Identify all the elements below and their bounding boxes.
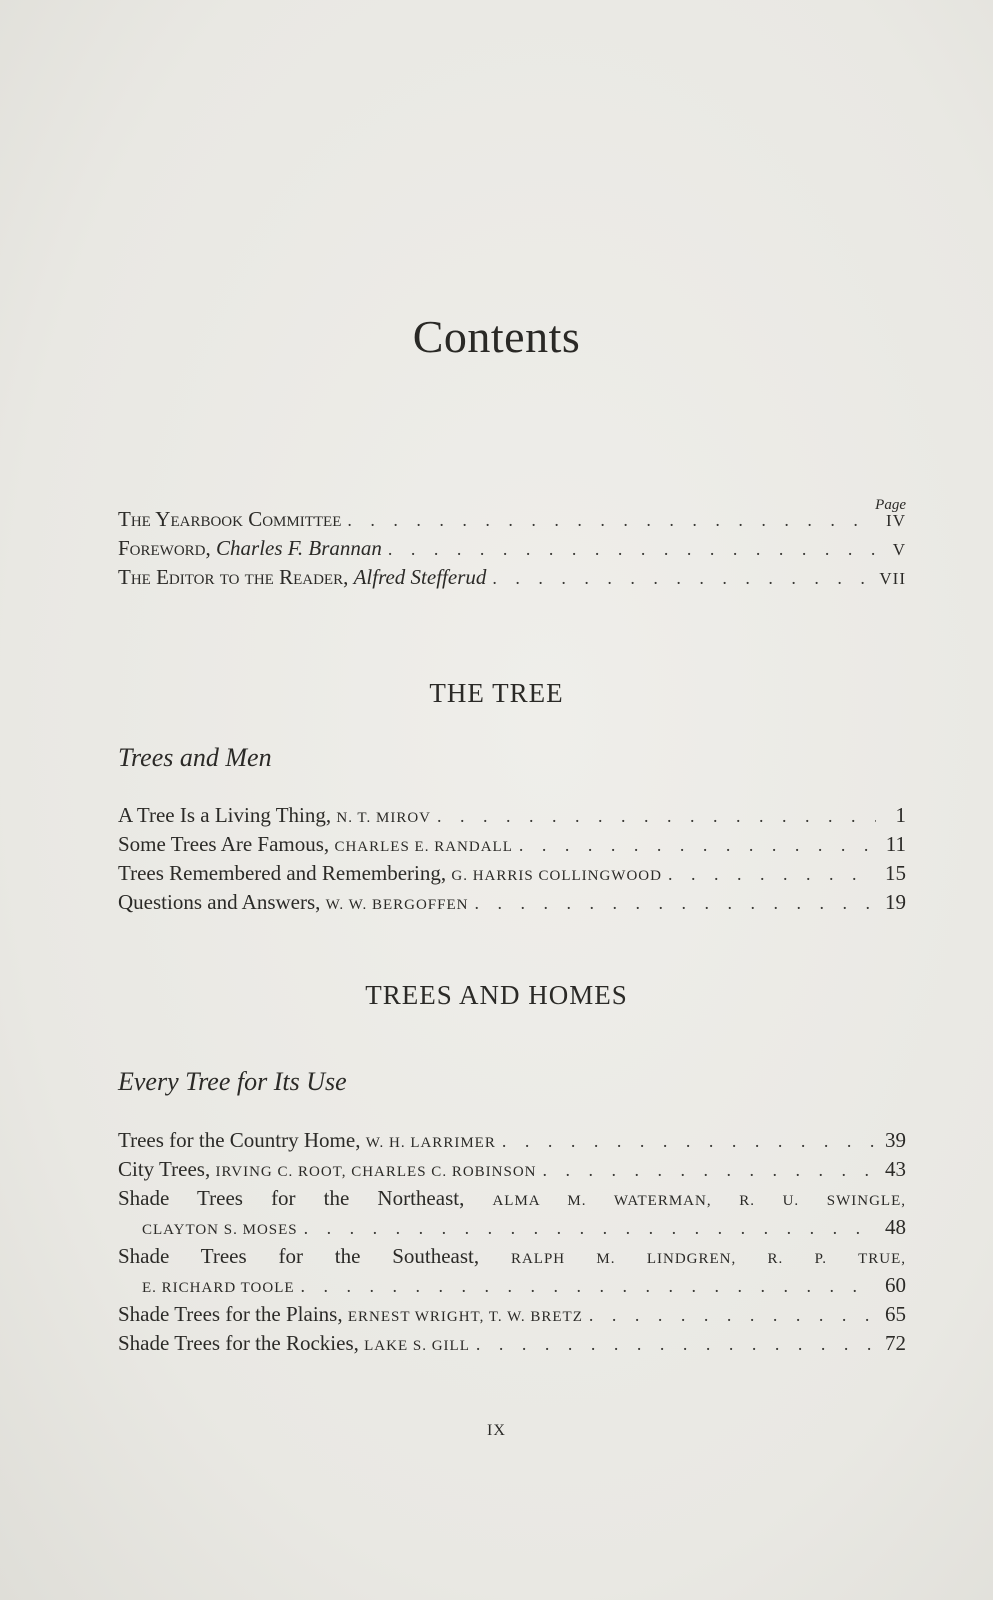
entry-page: V (892, 540, 906, 559)
entry-authors: CHARLES E. RANDALL (334, 839, 513, 855)
toc-entry (118, 888, 906, 917)
page-title: Contents (412, 311, 581, 362)
toc-entry (118, 830, 906, 859)
part-2-entries (118, 1126, 906, 1358)
entry-title: Some Trees Are Famous, (118, 832, 330, 856)
entry-title: Shade Trees for the Plains, (118, 1302, 343, 1326)
entry-page: IV (886, 511, 906, 530)
dot-leader (437, 802, 876, 831)
dot-leader (474, 889, 876, 918)
entry-title: Foreword, (118, 536, 211, 560)
toc-entry-line-2 (118, 1271, 906, 1300)
entry-authors: IRVING C. ROOT, CHARLES C. ROBINSON (215, 1164, 537, 1180)
dot-leader (519, 831, 876, 860)
entry-title: Trees for the Country Home, (118, 1128, 361, 1152)
toc-entry (118, 563, 906, 592)
dot-leader (388, 535, 876, 564)
entry-authors: G. HARRIS COLLINGWOOD (451, 868, 662, 884)
entry-authors-continued: E. RICHARD TOOLE (142, 1280, 295, 1296)
page-column-label: Page (875, 497, 906, 513)
entry-page: 39 (885, 1128, 906, 1152)
part-1-entries (118, 801, 906, 917)
dot-leader (668, 860, 876, 889)
entry-page: 72 (885, 1331, 906, 1355)
section-heading: Every Tree for Its Use (118, 1067, 347, 1096)
dot-leader (543, 1156, 877, 1185)
entry-title: Trees Remembered and Remembering, (118, 861, 447, 885)
entry-page: 11 (885, 832, 906, 856)
dot-leader (476, 1330, 876, 1359)
toc-entry (118, 1126, 906, 1155)
entry-title: The Editor to the Reader, (118, 565, 349, 589)
section-heading: Trees and Men (118, 743, 272, 772)
toc-entry (118, 859, 906, 888)
entry-author: Charles F. Brannan (216, 536, 382, 560)
entry-title: A Tree Is a Living Thing, (118, 803, 332, 827)
part-heading: TREES AND HOMES (365, 980, 628, 1010)
entry-page: 60 (885, 1273, 906, 1297)
toc-entry-line-1 (118, 1242, 906, 1271)
entry-authors: LAKE S. GILL (364, 1338, 470, 1354)
entry-authors-continued: CLAYTON S. MOSES (142, 1222, 298, 1238)
entry-title: Shade Trees for the Rockies, (118, 1331, 359, 1355)
dot-leader (301, 1272, 876, 1301)
entry-title: Questions and Answers, (118, 890, 321, 914)
toc-entry-line-1 (118, 1184, 906, 1213)
entry-authors: W. W. BERGOFFEN (325, 897, 469, 913)
dot-leader (347, 506, 876, 535)
entry-page: 48 (885, 1215, 906, 1239)
toc-entry-line-2 (118, 1213, 906, 1242)
toc-entry (118, 1329, 906, 1358)
entry-page: 43 (885, 1157, 906, 1181)
entry-authors: N. T. MIROV (336, 810, 431, 826)
toc-entry (118, 1155, 906, 1184)
dot-leader (502, 1127, 876, 1156)
dot-leader (304, 1214, 876, 1243)
entry-title: Shade Trees for the Southeast, (118, 1244, 480, 1268)
entry-title: Shade Trees for the Northeast, (118, 1186, 465, 1210)
entry-authors: ERNEST WRIGHT, T. W. BRETZ (347, 1309, 583, 1325)
entry-authors: W. H. LARRIMER (365, 1135, 496, 1151)
entry-title: The Yearbook Committee (118, 507, 342, 531)
dot-leader (492, 564, 873, 593)
entry-author: Alfred Stefferud (353, 565, 487, 589)
toc-entry (118, 505, 906, 534)
entry-title: City Trees, (118, 1157, 211, 1181)
entry-authors: ALMA M. WATERMAN, R. U. SWINGLE, (492, 1193, 906, 1209)
part-heading: THE TREE (429, 678, 564, 708)
front-matter-list (118, 505, 906, 592)
toc-entry (118, 534, 906, 563)
entry-page: 65 (885, 1302, 906, 1326)
toc-entry (118, 801, 906, 830)
page-folio: IX (487, 1422, 506, 1439)
dot-leader (589, 1301, 876, 1330)
entry-page: 19 (885, 890, 906, 914)
entry-page: 1 (895, 803, 906, 827)
entry-authors: RALPH M. LINDGREN, R. P. TRUE, (510, 1251, 906, 1267)
entry-page: VII (879, 569, 906, 588)
toc-entry (118, 1300, 906, 1329)
entry-page: 15 (885, 861, 906, 885)
